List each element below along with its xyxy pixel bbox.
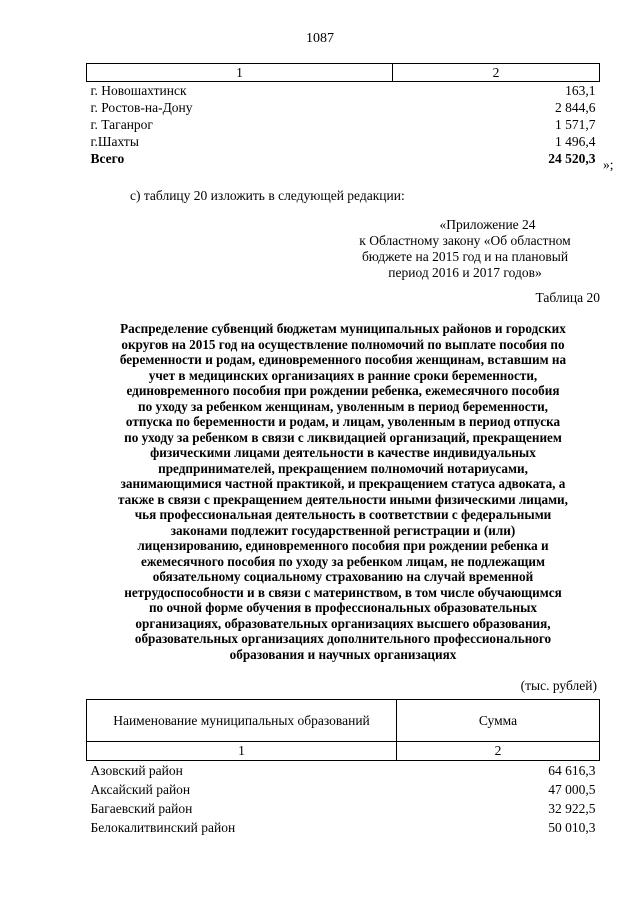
header-sum: Сумма: [397, 700, 600, 742]
appendix-reference: [330, 217, 600, 281]
title-line: ежемесячного пособия по уходу за ребенком лицам, не подлежащим: [141, 553, 545, 569]
municipality-sum: 163,1: [565, 83, 596, 98]
municipality-name: Азовский район: [90, 763, 183, 778]
table-title: [86, 321, 600, 662]
municipality-name: г.Шахты: [90, 134, 139, 149]
appendix-line: период 2016 и 2017 годов»: [388, 265, 542, 280]
title-line: организациях, образовательных организациях высшего образования,: [135, 615, 551, 631]
title-line: по уходу за ребенком женщинам, уволенным в период беременности,: [138, 398, 548, 414]
table-row: [87, 99, 600, 116]
municipality-name: г. Новошахтинск: [90, 83, 187, 98]
page-number: 1087: [306, 31, 334, 46]
municipality-name: г. Ростов-на-Дону: [90, 100, 193, 115]
title-line: образования и научных организациях: [229, 646, 457, 662]
municipality-sum: 1 496,4: [555, 134, 596, 149]
table-row: [87, 116, 600, 133]
appendix-line: «Приложение 24: [439, 217, 536, 232]
municipality-name: Аксайский район: [90, 782, 191, 797]
title-line: отпуска по беременности и родам, и лицам, уволенным в период отпуска: [125, 414, 561, 429]
municipality-name: г. Таганрог: [90, 117, 153, 132]
bottom-table-header-row: [87, 700, 600, 742]
title-line: нетрудоспособности и в связи с материнством, в том числе обучающимся: [124, 584, 562, 600]
top-table: [86, 63, 600, 167]
municipality-sum: 64 616,3: [548, 763, 596, 778]
total-label: Всего: [90, 151, 125, 166]
table-row: [87, 133, 600, 150]
municipality-name: Багаевский район: [90, 801, 193, 816]
table-label: Таблица 20: [535, 290, 600, 305]
title-line: единовременного пособия при рождении ребенка, ежемесячного пособия: [126, 383, 560, 398]
amendment-paragraph: с) таблицу 20 изложить в следующей редакции:: [130, 188, 405, 203]
title-line: образовательных организациях дополнительного профессионального: [134, 631, 552, 646]
table-row: [87, 799, 600, 818]
top-table-header-row: [87, 64, 600, 82]
title-line: также в связи с прекращением деятельности иными физическими лицами,: [118, 491, 568, 507]
units-label: (тыс. рублей): [520, 678, 597, 693]
title-line: по уходу за ребенком в связи с ликвидацией организаций, прекращением: [124, 429, 562, 445]
municipality-sum: 50 010,3: [548, 820, 596, 835]
title-line: физическими лицами деятельности в качестве индивидуальных: [150, 445, 536, 460]
title-line: по очной форме обучения в профессиональных образовательных: [148, 600, 538, 615]
header-municipality: Наименование муниципальных образований: [87, 700, 397, 742]
title-line: лицензированию, единовременного пособия при рождении ребенка и: [137, 538, 549, 553]
bottom-table-number-row: [87, 742, 600, 761]
municipality-sum: 2 844,6: [555, 100, 596, 115]
table-row: [87, 818, 600, 837]
table-row: [87, 82, 600, 100]
top-table-header-col2: 2: [393, 64, 600, 82]
top-table-header-col1: 1: [87, 64, 393, 82]
title-line: округов на 2015 год на осуществление полномочий по выплате пособия по: [121, 336, 565, 352]
municipality-sum: 1 571,7: [555, 117, 596, 132]
title-line: занимающимися частной практикой, и прекращением статуса адвоката, а: [120, 476, 566, 491]
title-line: обязательному социальному страхованию на случай временной: [152, 569, 534, 584]
title-line: предпринимателей, прекращением полномочий нотариусами,: [158, 460, 528, 476]
column-number-1: 1: [87, 742, 397, 761]
bottom-table: [86, 699, 600, 837]
municipality-name: Белокалитвинский район: [90, 820, 236, 835]
table-row: [87, 780, 600, 799]
total-row: [87, 150, 600, 167]
table-row: [87, 761, 600, 781]
title-line: законами подлежит государственной регистрации и (или): [170, 522, 516, 538]
title-line: чья профессиональная деятельность в соответствии с федеральными: [134, 507, 552, 522]
municipality-sum: 47 000,5: [548, 782, 596, 797]
title-line: Распределение субвенций бюджетам муниципальных районов и городских: [120, 321, 566, 336]
municipality-sum: 32 922,5: [548, 801, 596, 816]
appendix-line: к Областному закону «Об областном: [359, 233, 571, 248]
title-line: беременности и родам, единовременного пособия женщинам, вставшим на: [119, 352, 567, 367]
closing-quote: »;: [603, 157, 614, 172]
total-value: 24 520,3: [548, 151, 596, 166]
appendix-line: бюджете на 2015 год и на плановый: [361, 249, 569, 264]
title-line: учет в медицинских организациях в ранние сроки беременности,: [148, 367, 538, 383]
column-number-2: 2: [397, 742, 600, 761]
